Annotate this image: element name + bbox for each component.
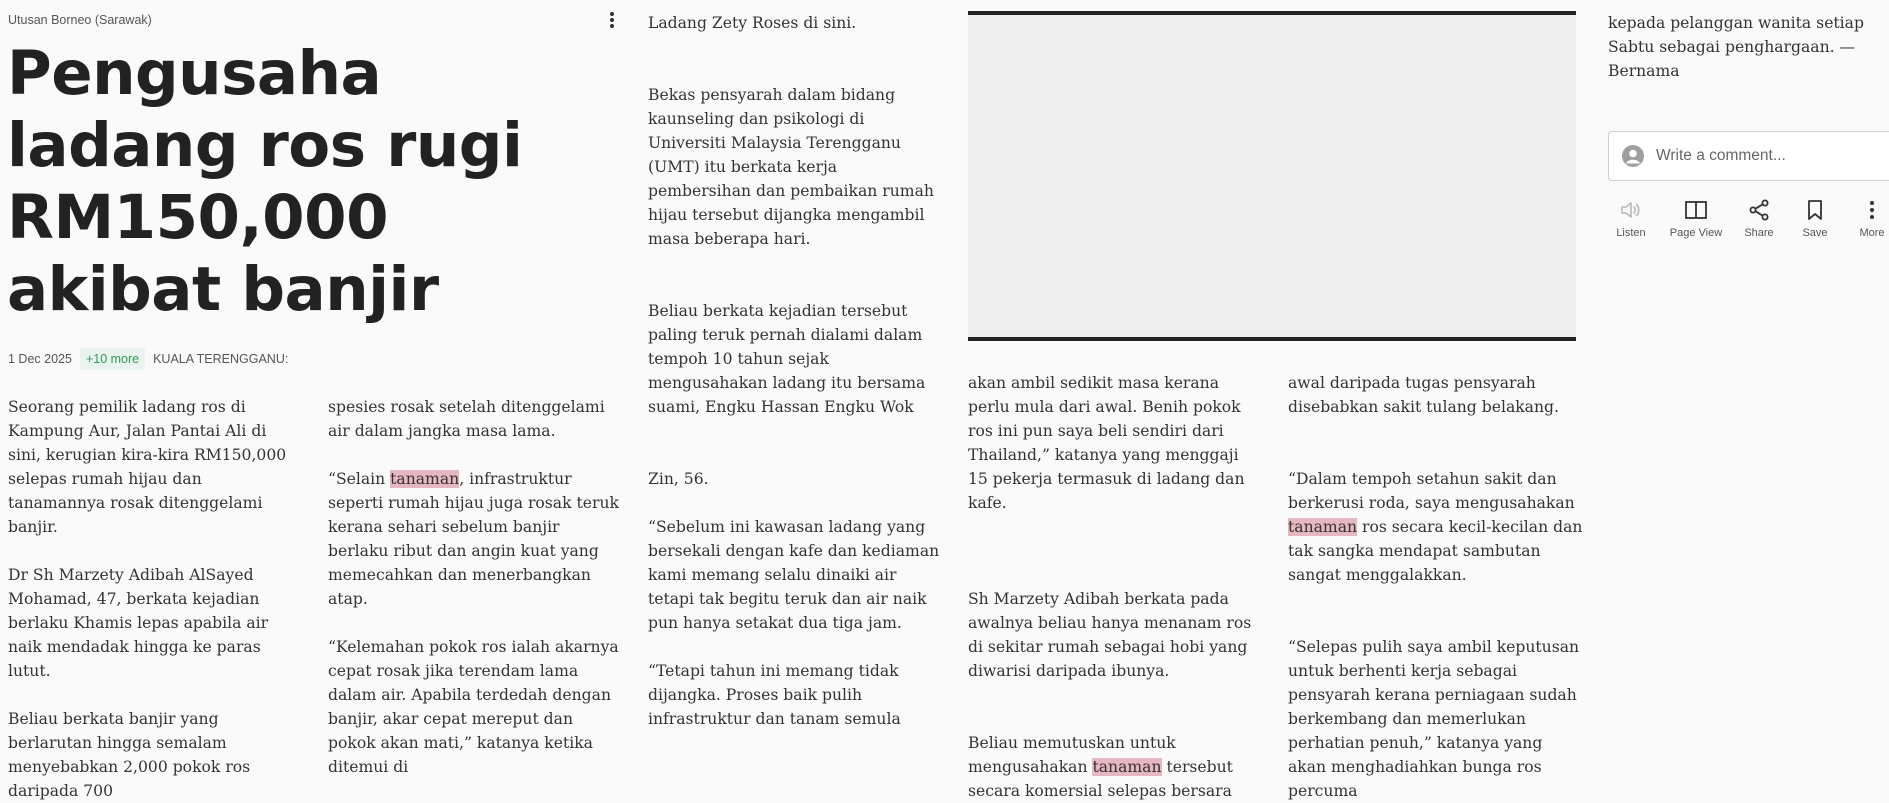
more-button[interactable]	[1837, 198, 1889, 239]
article-paragraph	[968, 587, 1263, 683]
share-icon	[1747, 198, 1771, 222]
paragraph-text: Sh Marzety Adibah berkata pada awalnya beliau hanya menanam ros di sekitar rumah sebagai hobi yang diwarisi daripada ibunya.	[968, 590, 1252, 680]
article-column-5	[1288, 371, 1583, 803]
article-paragraph	[648, 659, 943, 731]
article-paragraph	[648, 467, 943, 491]
more-label: More	[1859, 227, 1885, 239]
page-view-label: Page View	[1669, 227, 1723, 239]
more-options-icon[interactable]	[602, 8, 622, 32]
paragraph-text: Beliau berkata banjir yang berlarutan hingga semalam menyebabkan 2,000 pokok ros daripada 700	[8, 710, 251, 800]
paragraph-text: , infrastruktur seperti rumah hijau juga rosak teruk kerana sehari sebelum banjir berlaku ribut dan angin kuat yang memecahkan dan menerbangkan atap.	[328, 470, 619, 608]
highlighted-word: tanaman	[1092, 758, 1162, 776]
listen-label: Listen	[1616, 227, 1646, 239]
article-meta	[8, 348, 288, 370]
paragraph-text: awal daripada tugas pensyarah disebabkan sakit tulang belakang.	[1288, 374, 1559, 416]
paragraph-text: akan ambil sedikit masa kerana perlu mula dari awal. Benih pokok ros ini pun saya beli sendiri dari Thailand,” katanya yang menggaji 15 pekerja termasuk di ladang dan kafe.	[968, 374, 1245, 512]
article-paragraph	[1288, 467, 1583, 587]
paragraph-text: “Selepas pulih saya ambil keputusan untuk berhenti kerja sebagai pensyarah kerana perniagaan sudah berkembang dan memerlukan perhatian penuh,” katanya yang akan menghadiahkan bunga ros percuma	[1288, 638, 1580, 800]
article-dateline: KUALA TERENGGANU:	[153, 352, 289, 366]
more-vertical-icon	[1860, 198, 1884, 222]
article-paragraph	[8, 395, 303, 539]
paragraph-text: Bekas pensyarah dalam bidang kaunseling dan psikologi di Universiti Malaysia Terengganu (UMT) itu berkata kerja pembersihan dan pembaikan rumah hijau tersebut dijangka mengambil masa beberapa hari.	[648, 86, 934, 248]
article-paragraph	[1288, 371, 1583, 419]
article-column-4	[968, 371, 1263, 803]
page-view-icon	[1684, 198, 1708, 222]
source-label: Utusan Borneo (Sarawak)	[8, 13, 152, 27]
paragraph-text: Zin, 56.	[648, 470, 709, 488]
paragraph-text: Beliau memutuskan untuk mengusahakan	[968, 734, 1176, 776]
listen-button[interactable]	[1596, 198, 1666, 239]
article-headline: Pengusaha ladang ros rugi RM150,000 akibat banjir	[7, 38, 523, 325]
speaker-icon	[1619, 198, 1643, 222]
comment-box[interactable]	[1608, 131, 1889, 181]
article-column-6	[1608, 11, 1889, 83]
article-column-2	[328, 395, 623, 779]
comment-input[interactable]	[1654, 146, 1888, 166]
page-view-button[interactable]	[1661, 198, 1731, 239]
bookmark-icon	[1803, 198, 1827, 222]
article-paragraph	[8, 707, 303, 803]
more-sources-button[interactable]: +10 more	[80, 348, 145, 370]
paragraph-text: Seorang pemilik ladang ros di Kampung Aur, Jalan Pantai Ali di sini, kerugian kira-kira RM150,000 selepas rumah hijau dan tanamannya rosak ditenggelami banjir.	[8, 398, 287, 536]
article-paragraph	[328, 635, 623, 779]
paragraph-text: “Kelemahan pokok ros ialah akarnya cepat rosak jika terendam lama dalam air. Apabila terdedah dengan banjir, akar cepat mereput dan pokok akan mati,” katanya ketika ditemui di	[328, 638, 619, 776]
paragraph-text: Beliau berkata kejadian tersebut paling teruk pernah dialami dalam tempoh 10 tahun sejak mengusahakan ladang itu bersama suami, Engku Hassan Engku Wok	[648, 302, 926, 416]
save-label: Save	[1802, 227, 1828, 239]
article-paragraph	[648, 11, 943, 35]
user-avatar-icon	[1622, 145, 1644, 167]
article-paragraph	[968, 371, 1263, 515]
share-label: Share	[1744, 227, 1774, 239]
paragraph-text: “Tetapi tahun ini memang tidak dijangka. Proses baik pulih infrastruktur dan tanam semula	[648, 662, 901, 728]
paragraph-text: “Sebelum ini kawasan ladang yang bersekali dengan kafe dan kediaman kami memang selalu dinaiki air tetapi tak begitu teruk dan air naik pun hanya setakat dua tiga jam.	[648, 518, 940, 632]
article-paragraph	[328, 467, 623, 611]
article-date: 1 Dec 2025	[8, 352, 72, 366]
article-column-3	[648, 11, 943, 731]
article-image	[968, 11, 1576, 341]
article-paragraph	[1288, 635, 1583, 803]
article-paragraph	[328, 395, 623, 443]
article-paragraph	[1608, 11, 1889, 83]
paragraph-text: “Dalam tempoh setahun sakit dan berkerusi roda, saya mengusahakan	[1288, 470, 1575, 512]
paragraph-text: tersebut secara komersial selepas bersara	[968, 758, 1233, 800]
article-paragraph	[648, 299, 943, 419]
article-paragraph	[8, 563, 303, 683]
article-column-1	[8, 395, 303, 803]
highlighted-word: tanaman	[390, 470, 460, 488]
paragraph-text: kepada pelanggan wanita setiap Sabtu sebagai penghargaan. — Bernama	[1608, 14, 1864, 80]
paragraph-text: Ladang Zety Roses di sini.	[648, 14, 857, 32]
article-paragraph	[648, 83, 943, 251]
paragraph-text: Dr Sh Marzety Adibah AlSayed Mohamad, 47, berkata kejadian berlaku Khamis lepas apabila air naik mendadak hingga ke paras lutut.	[8, 566, 269, 680]
article-paragraph	[968, 731, 1263, 803]
article-paragraph	[648, 515, 943, 635]
paragraph-text: ros secara kecil-kecilan dan tak sangka mendapat sambutan sangat menggalakkan.	[1288, 518, 1583, 584]
paragraph-text: spesies rosak setelah ditenggelami air dalam jangka masa lama.	[328, 398, 605, 440]
highlighted-word: tanaman	[1288, 518, 1358, 536]
paragraph-text: “Selain	[328, 470, 391, 488]
